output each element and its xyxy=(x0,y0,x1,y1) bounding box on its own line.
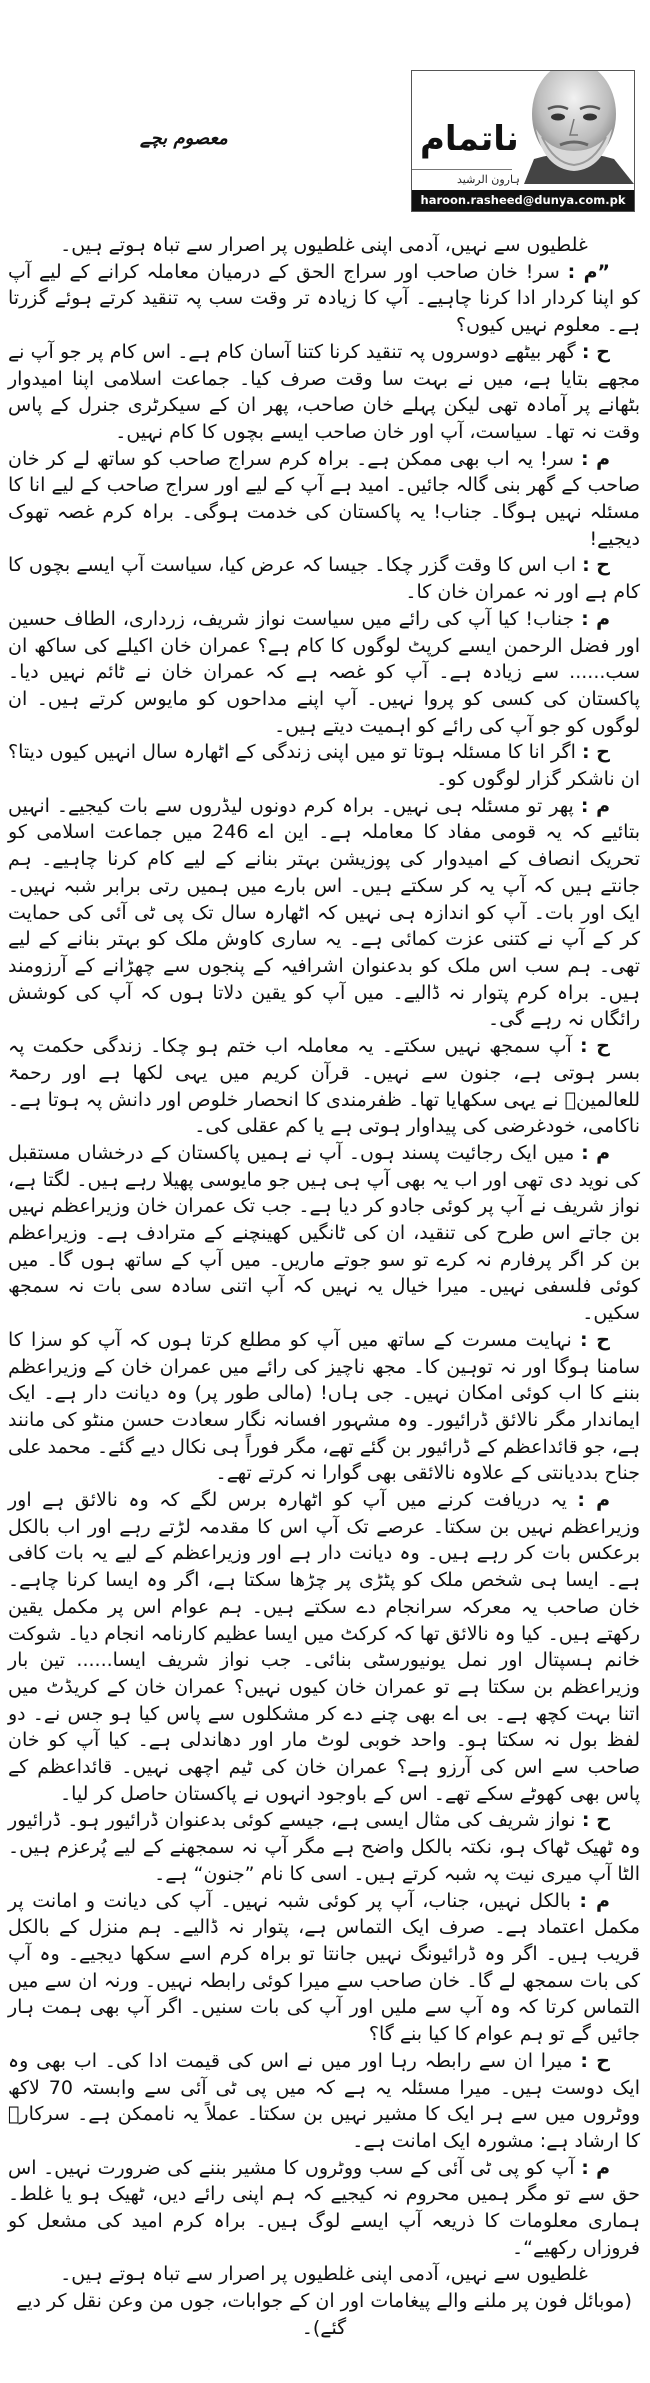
speaker-label: ح : xyxy=(581,1809,611,1832)
paragraph-text: نواز شریف کی مثال ایسی ہے، جیسے کوئی بدعنوان ڈرائیور ہو۔ ڈرائیور وہ ٹھیک ٹھاک ہو، نکتہ بالکل واضح ہے مگر آپ نہ سمجھنے کے لیے پُرعزم ہیں۔ الٹا آپ میری نیت پہ شبہ کرتے ہیں۔ اسی کا نام ”جنون“ ہے۔ xyxy=(8,1809,640,1885)
dialogue-paragraph xyxy=(8,552,640,605)
paragraph-text: جناب! کیا آپ کی رائے میں سیاست نواز شریف، زرداری، الطاف حسین اور فضل الرحمن ایسے کرپٹ لوگوں کا کام ہے؟ عمران خان اکیلے کی ساکھ ان سب...... سے زیادہ ہے۔ آپ کو غصہ ہے کہ عمران خان نے ٹائم نہیں دیا۔ پاکستان کی کسی کو پروا نہیں۔ آپ اپنے مداحوں کو مایوس کرتے ہیں۔ ان لوگوں کو جو آپ کی رائے کو اہمیت دیتے ہیں۔ xyxy=(8,607,640,737)
speaker-label: م : xyxy=(581,2156,611,2179)
dialogue-paragraph xyxy=(8,339,640,446)
author-email[interactable]: haroon.rasheed@dunya.com.pk xyxy=(412,190,634,211)
paragraph-text: نہایت مسرت کے ساتھ میں آپ کو مطلع کرتا ہوں کہ آپ کو سزا کا سامنا ہوگا اور نہ توہین کا۔ مجھ ناچیز کی رائے میں عمران خان کے وزیراعظم بننے کا اب کوئی امکان نہیں۔ جی ہاں! (مالی طور پر) وہ دیانت دار ہے۔ ایک ایماندار مگر نالائق ڈرائیور۔ وہ مشہور افسانہ نگار سعادت حسن منٹو کی مانند ہے، جو قائداعظم کے ڈرائیور بن گئے تھے، مگر فوراً ہی نکال دیے گئے۔ محمد علی جناح بددیانتی کے علاوہ نالائقی بھی گوارا نہ کرتے تھے۔ xyxy=(8,1328,640,1485)
author-name: ہارون الرشید xyxy=(457,173,520,186)
dialogue-paragraph xyxy=(8,793,640,1033)
speaker-label: ح : xyxy=(579,1328,610,1351)
dialogue-paragraph xyxy=(8,739,640,792)
paragraph-text: یہ دریافت کرنے میں آپ کو اٹھارہ برس لگے کہ وہ نالائق ہے اور وزیراعظم نہیں بن سکتا۔ عرصے تک آپ اس کا مقدمہ لڑتے رہے اور اب بالکل برعکس بات کر رہے ہیں۔ وہ دیانت دار ہے اور وزیراعظم کے لیے یہ بات کافی ہے۔ ایسا ہی شخص ملک کو پٹڑی پر چڑھا سکتا ہے، اگر وہ ایسا کرنا چاہے۔ خان صاحب یہ معرکہ سرانجام دے سکتے ہیں۔ ہم عوام اس پر مکمل یقین رکھتے ہیں۔ کیا وہ نالائق تھا کہ کرکٹ میں ایسا عظیم کارنامہ انجام دیا۔ شوکت خانم ہسپتال اور نمل یونیورسٹی بنائی۔ جب نواز شریف ایسا...... تین بار وزیراعظم بن سکتا ہے تو عمران خان کیوں نہیں؟ عمران خان کے کریڈٹ میں اتنا بہت کچھ ہے۔ بی اے بھی چنے دے کر مشکلوں سے پاس کیا ہو جس نے۔ دو لفظ بول نہ سکتا ہو۔ واحد خوبی لوٹ مار اور دھاندلی ہے۔ کیا آپ کو خان صاحب سے اس کی آرزو ہے؟ عمران خان کی ٹیم اچھی نہیں۔ قائداعظم کے پاس بھی کھوٹے سکے تھے۔ اس کے باوجود انہوں نے پاکستان حاصل کر لیا۔ xyxy=(8,1489,640,1805)
dialogue-paragraph xyxy=(8,2155,640,2262)
epigraph: غلطیوں سے نہیں، آدمی اپنی غلطیوں پر اصرار سے تباہ ہوتے ہیں۔ xyxy=(60,234,588,256)
dialogue-paragraph xyxy=(8,1327,640,1487)
speaker-label: م : xyxy=(577,1489,611,1512)
paragraph-text: گھر بیٹھے دوسروں پہ تنقید کرنا کتنا آسان کام ہے۔ اس کام پر جو آپ نے مجھے بتایا ہے، میں نے بہت سا وقت صرف کیا۔ جماعت اسلامی اپنا امیدوار بٹھانے پر آمادہ تھی لیکن پہلے خان صاحب، پھر ان کے سیکرٹری جنرل کے پاس وقت نہ تھا۔ سیاست، آپ اور خان صاحب ایسے بچوں کا کام نہیں۔ xyxy=(8,340,640,443)
speaker-label: م : xyxy=(581,607,610,630)
speaker-label: م : xyxy=(581,1141,610,1164)
dialogue-paragraph xyxy=(8,259,640,339)
speaker-label: ح : xyxy=(581,340,610,363)
paragraph-text: آپ کو پی ٹی آئی کے سب ووٹروں کا مشیر بننے کی ضرورت نہیں۔ اس حق سے تو مگر ہمیں محروم نہ کیجیے کہ ہم اپنی رائے دیں، ٹھیک ہو یا غلط۔ ہماری معلومات کا ذریعہ آپ ایسے لوگ ہیں۔ براہ کرم امید کی مشعل کو فروزاں رکھیے“۔ xyxy=(8,2156,640,2259)
paragraph-text: اگر انا کا مسئلہ ہوتا تو میں اپنی زندگی کے اٹھارہ سال انہیں کیوں دیتا؟ ان ناشکر گزار لوگوں کو۔ xyxy=(8,741,640,791)
speaker-label: م : xyxy=(580,794,610,817)
speaker-label: م : xyxy=(579,1889,610,1912)
paragraph-text: میں ایک رجائیت پسند ہوں۔ آپ نے ہمیں پاکستان کے درخشاں مستقبل کی نوید دی تھی اور اب یہ بھی آپ ہی ہیں جو مایوسی پھیلا رہے ہیں۔ لگتا ہے، نواز شریف نے آپ پر کوئی جادو کر دیا ہے۔ جب تک عمران خان وزیراعظم نہیں بن جاتے اس طرح کی تنقید، ان کی ٹانگیں کھینچنے کے مترادف ہے۔ وزیراعظم بن کر اگر پرفارم نہ کرے تو سو جوتے ماریں۔ میں آپ کے ساتھ ہوں گا۔ میں کوئی فلسفی نہیں۔ میرا خیال یہ نہیں کہ آپ اتنی سادہ سی بات نہ سمجھ سکیں۔ xyxy=(8,1141,640,1325)
dialogue-paragraph xyxy=(8,606,640,740)
paragraph-text: اب اس کا وقت گزر چکا۔ جیسا کہ عرض کیا، سیاست آپ ایسے بچوں کا کام ہے اور نہ عمران خان کا۔ xyxy=(8,554,640,604)
speaker-label: م : xyxy=(580,447,611,470)
dialogue-paragraph xyxy=(8,1888,640,2048)
dialogue-paragraph xyxy=(8,2048,640,2155)
closing-quote: غلطیوں سے نہیں، آدمی اپنی غلطیوں پر اصرار سے تباہ ہوتے ہیں۔ xyxy=(60,2263,588,2286)
dialogue xyxy=(8,259,640,2262)
paragraph-text: آپ سمجھ نہیں سکتے۔ یہ معاملہ اب ختم ہو چکا۔ زندگی حکمت پہ بسر ہوتی ہے، جنون سے نہیں۔ قرآن کریم میں یہی لکھا ہے اور رحمۃ للعالمینؐ نے یہی سکھایا تھا۔ ظفرمندی کا انحصار خلوص اور دانش پہ ہوتا ہے۔ ناکامی، خودغرضی کی پیداوار ہوتی ہے یا کم عقلی کی۔ xyxy=(8,1035,640,1138)
speaker-label: ح : xyxy=(580,2049,611,2072)
paragraph-text: پھر تو مسئلہ ہی نہیں۔ براہ کرم دونوں لیڈروں سے بات کیجیے۔ انہیں بتائیے کہ یہ قومی مفاد کا معاملہ ہے۔ این اے 246 میں جماعت اسلامی کو تحریک انصاف کے امیدوار کی پوزیشن بہتر بنانے کے لیے کام کرنا چاہیے۔ ہم جانتے ہیں کہ آپ یہ کر سکتے ہیں۔ اس بارے میں ہمیں رتی برابر شبہ نہیں۔ ایک اور بات۔ آپ کو اندازہ ہی نہیں کہ اٹھارہ سال تک پی ٹی آئی کی حمایت کر کے آپ نے کتنی عزت کمائی ہے۔ یہ ساری کاوش ملک کو بہتر بنانے کے لیے تھی۔ ہم سب اس ملک کو بدعنوان اشرافیہ کے پنجوں سے چھڑانے کے آرزومند ہیں۔ براہ کرم پتوار نہ ڈالیے۔ میں آپ کو یقین دلاتا ہوں کہ آپ کی کوشش رائگاں نہ رہے گی۔ xyxy=(8,794,640,1031)
dialogue-paragraph xyxy=(8,446,640,553)
speaker-label: ”م : xyxy=(567,260,610,283)
dialogue-paragraph xyxy=(8,1140,640,1327)
author-portrait xyxy=(514,70,634,184)
paragraph-text: میرا ان سے رابطہ رہا اور میں نے اس کی قیمت ادا کی۔ اب بھی وہ ایک دوست ہیں۔ میرا مسئلہ یہ ہے کہ میں پی ٹی آئی سے وابستہ 70 لاکھ ووٹروں میں سے ہر ایک کا مشیر نہیں بن سکتا۔ عملاً یہ ناممکن ہے۔ سرکارؐ کا ارشاد ہے: مشورہ ایک امانت ہے۔ xyxy=(8,2049,640,2152)
column-header xyxy=(411,70,635,212)
paragraph-text: سر! خان صاحب اور سراج الحق کے درمیان معاملہ کرانے کے لیے آپ کو اپنا کردار ادا کرنا چاہیے۔ آپ کا زیادہ تر وقت سب پہ تنقید کرتے ہوئے گزرتا ہے۔ معلوم نہیں کیوں؟ xyxy=(8,260,640,337)
column-name: ناتمام xyxy=(420,119,519,159)
dialogue-paragraph xyxy=(8,1487,640,1807)
article-body xyxy=(8,232,640,2342)
dialogue-paragraph xyxy=(8,1807,640,1887)
article-title: معصوم بچے xyxy=(140,128,228,149)
speaker-label: ح : xyxy=(579,1035,611,1058)
speaker-label: ح : xyxy=(582,741,610,764)
footnote: (موبائل فون پر ملنے والے پیغامات اور ان کے جوابات، جوں من وعن نقل کر دیے گئے)۔ xyxy=(16,2290,632,2339)
paragraph-text: بالکل نہیں، جناب، آپ پر کوئی شبہ نہیں۔ آپ کی دیانت و امانت پر مکمل اعتماد ہے۔ صرف ایک التماس ہے، پتوار نہ ڈالیے۔ ہم منزل کے بالکل قریب ہیں۔ اگر وہ ڈرائیونگ نہیں جانتا تو براہ کرم اسے سکھا دیجیے۔ وہ آپ کی بات سمجھ لے گا۔ خان صاحب سے میرا کوئی رابطہ نہیں۔ ورنہ ان سے میں التماس کرتا کہ وہ آپ سے ملیں اور آپ کی بات سنیں۔ اگر آپ بھی ہمت ہار جائیں گے تو ہم عوام کا کیا بنے گا؟ xyxy=(8,1889,640,2046)
speaker-label: ح : xyxy=(582,554,610,577)
byline-divider xyxy=(412,169,512,170)
paragraph-text: سر! یہ اب بھی ممکن ہے۔ براہ کرم سراج صاحب کو ساتھ لے کر خان صاحب کے گھر بنی گالہ جائیں۔ امید ہے آپ کے لیے اور سراج صاحب کے لیے انا کا مسئلہ نہیں ہوگا۔ جناب! یہ پاکستان کی خدمت ہوگی۔ براہ کرم غصہ تھوک دیجیے! xyxy=(8,447,640,550)
dialogue-paragraph xyxy=(8,1033,640,1140)
